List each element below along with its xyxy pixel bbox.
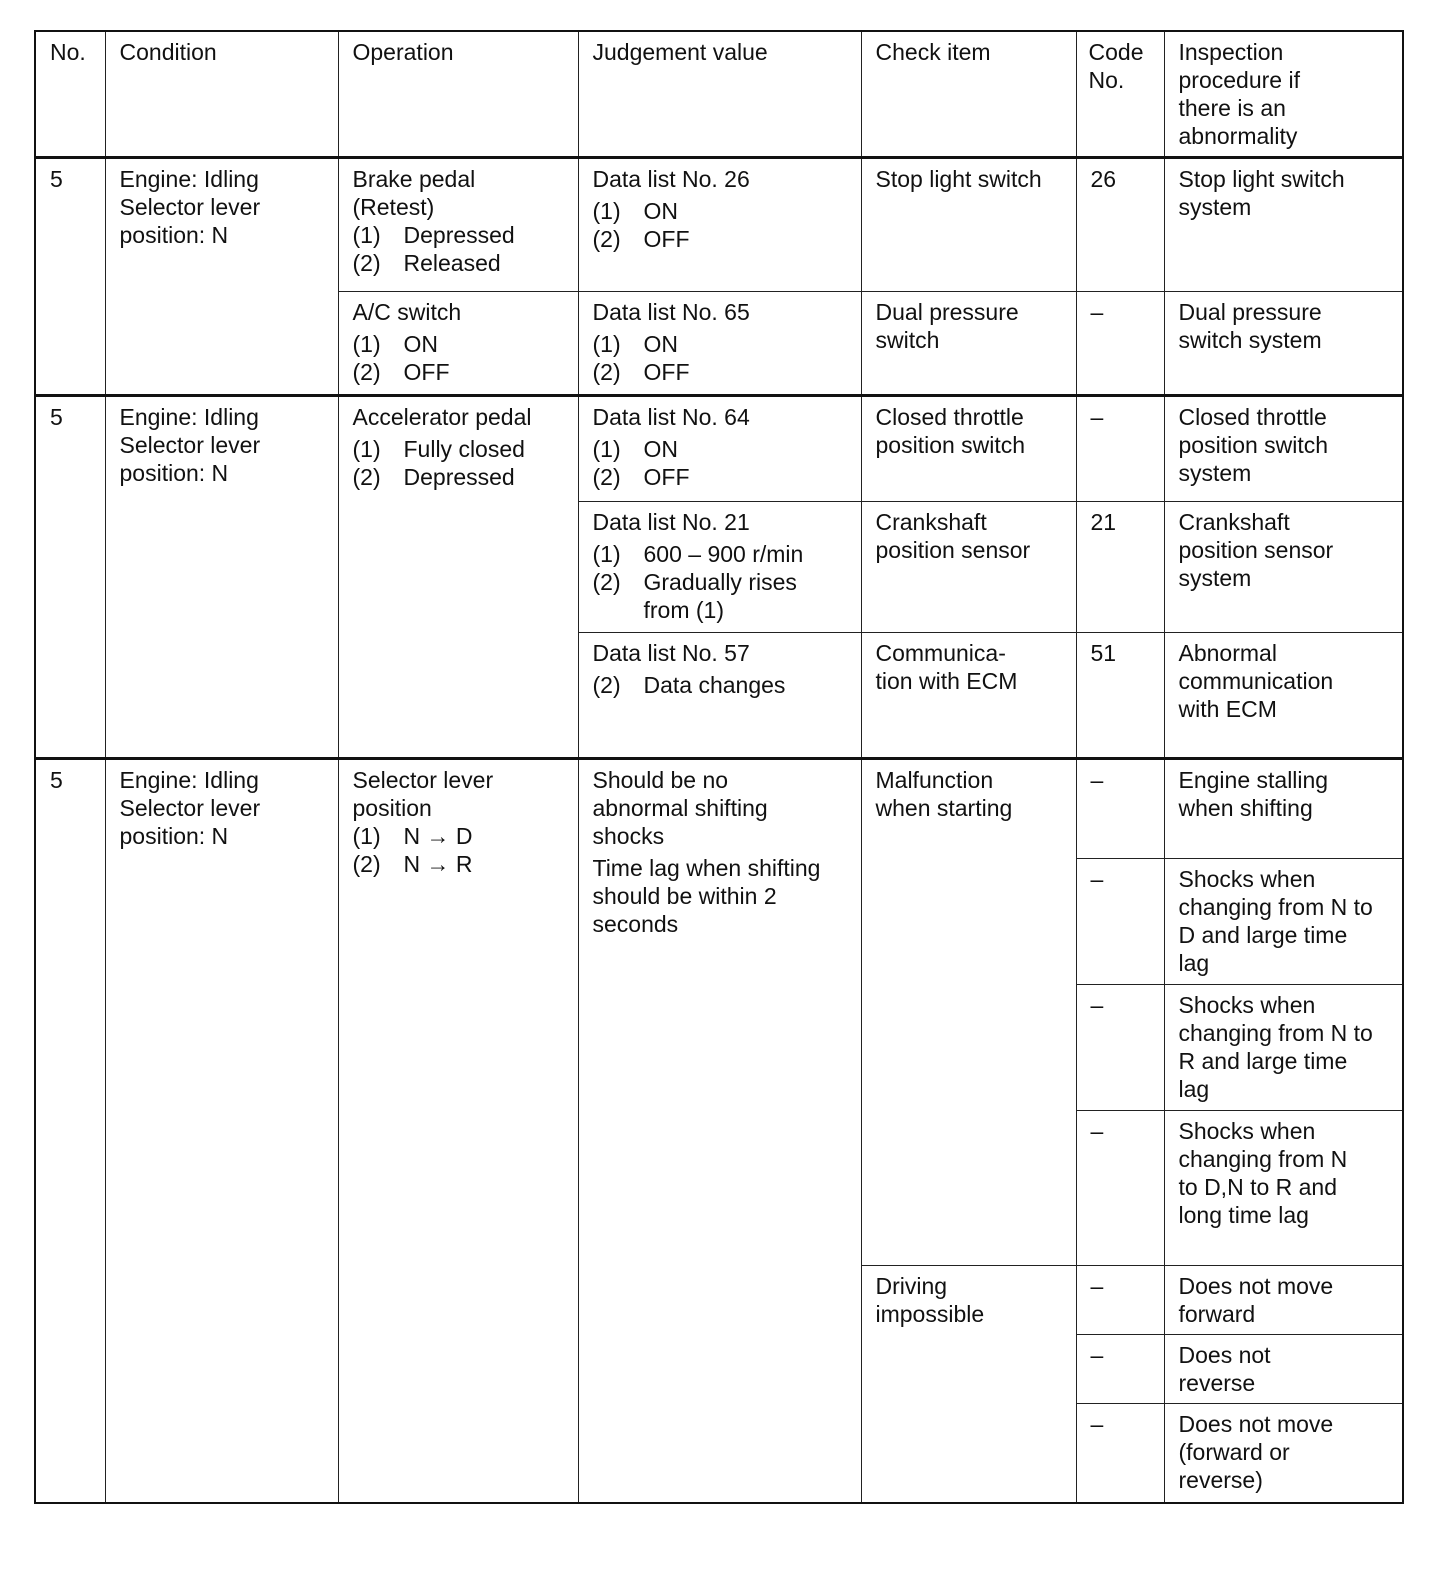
code-cell: – (1076, 759, 1164, 859)
group-no: 5 (35, 396, 105, 759)
code-cell: – (1076, 1335, 1164, 1404)
inspection-cell: Dual pressure switch system (1164, 292, 1403, 396)
header-check-item: Check item (861, 31, 1076, 158)
code-cell: – (1076, 1111, 1164, 1266)
code-cell: 51 (1076, 633, 1164, 759)
inspection-cell: Does not move (forward or reverse) (1164, 1404, 1403, 1504)
judgement-cell: Should be no abnormal shifting shocks Time lag when shifting should be within 2 seconds (578, 759, 861, 1504)
code-cell: – (1076, 1404, 1164, 1504)
check-item-cell: Stop light switch (861, 158, 1076, 292)
inspection-cell: Shocks when changing from N to R and large time lag (1164, 985, 1403, 1111)
inspection-cell: Does not move forward (1164, 1266, 1403, 1335)
code-cell: – (1076, 1266, 1164, 1335)
check-item-cell: Dual pressure switch (861, 292, 1076, 396)
header-operation: Operation (338, 31, 578, 158)
group-no: 5 (35, 759, 105, 1504)
group-no: 5 (35, 158, 105, 396)
table-row (35, 158, 1403, 292)
code-cell: – (1076, 292, 1164, 396)
code-cell: 26 (1076, 158, 1164, 292)
group-condition: Engine: Idling Selector lever position: N (105, 396, 338, 759)
header-condition: Condition (105, 31, 338, 158)
check-item-cell: Malfunction when starting (861, 759, 1076, 1266)
inspection-cell: Engine stalling when shifting (1164, 759, 1403, 859)
inspection-cell: Stop light switch system (1164, 158, 1403, 292)
inspection-cell: Crankshaft position sensor system (1164, 502, 1403, 633)
code-cell: – (1076, 859, 1164, 985)
inspection-cell: Shocks when changing from N to D and large time lag (1164, 859, 1403, 985)
inspection-cell: Shocks when changing from N to D,N to R and long time lag (1164, 1111, 1403, 1266)
judgement-cell: Data list No. 26 (1) ON (2) OFF (578, 158, 861, 292)
inspection-cell: Abnormal communication with ECM (1164, 633, 1403, 759)
check-item-cell: Communica- tion with ECM (861, 633, 1076, 759)
code-cell: – (1076, 396, 1164, 502)
inspection-cell: Does not reverse (1164, 1335, 1403, 1404)
header-inspection: Inspection procedure if there is an abnormality (1164, 31, 1403, 158)
diagnosis-table (34, 30, 1404, 1504)
judgement-cell: Data list No. 21 (1) 600 – 900 r/min (2) Gradually rises from (1) (578, 502, 861, 633)
table-row (35, 759, 1403, 859)
header-judgement: Judgement value (578, 31, 861, 158)
group-condition: Engine: Idling Selector lever position: N (105, 158, 338, 396)
code-cell: – (1076, 985, 1164, 1111)
operation-cell: A/C switch (1) ON (2) OFF (338, 292, 578, 396)
judgement-cell: Data list No. 65 (1) ON (2) OFF (578, 292, 861, 396)
check-item-cell: Driving impossible (861, 1266, 1076, 1504)
group-condition: Engine: Idling Selector lever position: N (105, 759, 338, 1504)
inspection-cell: Closed throttle position switch system (1164, 396, 1403, 502)
header-no: No. (35, 31, 105, 158)
operation-cell: Selector lever position (1) N → D (2) N → R (338, 759, 578, 1504)
check-item-cell: Closed throttle position switch (861, 396, 1076, 502)
header-row (35, 31, 1403, 158)
judgement-cell: Data list No. 64 (1) ON (2) OFF (578, 396, 861, 502)
operation-cell: Accelerator pedal (1) Fully closed (2) Depressed (338, 396, 578, 759)
check-item-cell: Crankshaft position sensor (861, 502, 1076, 633)
judgement-cell: Data list No. 57 (2) Data changes (578, 633, 861, 759)
code-cell: 21 (1076, 502, 1164, 633)
header-code-no: Code No. (1076, 31, 1164, 158)
operation-cell: Brake pedal (Retest) (1) Depressed (2) Released (338, 158, 578, 292)
table-row (35, 396, 1403, 502)
